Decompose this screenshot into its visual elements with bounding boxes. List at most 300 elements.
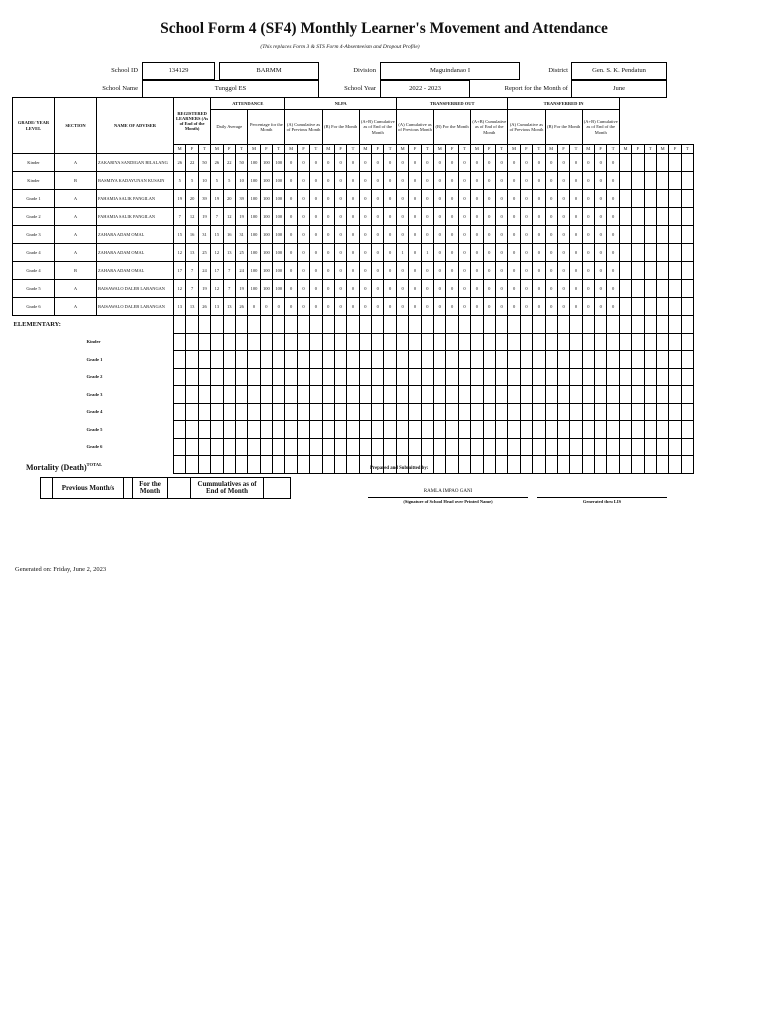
summary-cell	[533, 403, 545, 421]
value-cell: 0	[595, 298, 607, 316]
value-cell: 0	[458, 208, 470, 226]
summary-cell	[681, 351, 693, 369]
summary-cell	[570, 333, 582, 351]
summary-cell	[458, 421, 470, 439]
value-cell: 0	[607, 172, 619, 190]
value-cell: 0	[595, 154, 607, 172]
grade-cell: Kinder	[13, 172, 55, 190]
gender-header-cell: T	[198, 145, 210, 154]
value-cell: 12	[211, 244, 223, 262]
value-cell: 0	[384, 190, 397, 208]
blank-cell	[669, 172, 681, 190]
value-cell: 0	[520, 208, 532, 226]
value-cell: 0	[359, 208, 371, 226]
value-cell: 0	[471, 172, 483, 190]
value-cell: 0	[285, 226, 297, 244]
summary-cell	[595, 386, 607, 404]
value-cell: 0	[334, 280, 346, 298]
value-cell: 0	[483, 208, 495, 226]
summary-cell	[285, 421, 297, 439]
summary-cell	[570, 403, 582, 421]
value-cell: 0	[421, 262, 433, 280]
value-cell: 0	[409, 226, 421, 244]
value-cell: 13	[211, 298, 223, 316]
value-cell: 20	[223, 190, 235, 208]
summary-cell	[520, 386, 532, 404]
value-cell: 0	[421, 226, 433, 244]
value-cell: 0	[347, 280, 359, 298]
blank-cell	[632, 280, 644, 298]
value-cell: 0	[409, 172, 421, 190]
summary-cell	[198, 421, 210, 439]
summary-cell	[434, 351, 446, 369]
summary-cell	[446, 403, 458, 421]
summary-cell	[248, 421, 260, 439]
value-cell: 24	[198, 262, 210, 280]
table-row	[13, 244, 694, 262]
value-cell: 0	[359, 226, 371, 244]
table-row	[13, 226, 694, 244]
summary-cell	[396, 333, 408, 351]
summary-cell	[495, 386, 507, 404]
summary-cell	[619, 316, 631, 334]
summary-cell	[632, 403, 644, 421]
value-cell: 0	[322, 208, 334, 226]
table-row	[13, 190, 694, 208]
summary-cell	[384, 403, 397, 421]
value-cell: 0	[421, 172, 433, 190]
value-cell: 0	[607, 244, 619, 262]
summary-cell	[421, 438, 433, 456]
blank-cell	[619, 154, 631, 172]
summary-cell	[372, 351, 384, 369]
value-cell: 0	[384, 172, 397, 190]
value-cell: 0	[347, 190, 359, 208]
value-cell: 0	[508, 154, 520, 172]
summary-cell	[632, 316, 644, 334]
summary-cell	[557, 368, 569, 386]
transferred-out-cumulative-previous-header: (A) Cumulative as of Previous Month	[396, 110, 433, 145]
value-cell: 0	[495, 190, 507, 208]
value-cell: 0	[446, 298, 458, 316]
value-cell: 0	[334, 172, 346, 190]
summary-cell	[372, 421, 384, 439]
value-cell: 0	[607, 280, 619, 298]
blank-cell	[632, 244, 644, 262]
summary-cell	[656, 316, 668, 334]
summary-cell	[483, 456, 495, 474]
value-cell: 19	[211, 190, 223, 208]
value-cell: 100	[260, 280, 272, 298]
value-cell: 0	[334, 298, 346, 316]
blank-cell	[656, 208, 668, 226]
summary-cell	[595, 368, 607, 386]
value-cell: 0	[520, 298, 532, 316]
elementary-label: ELEMENTARY:	[13, 320, 61, 328]
value-cell: 0	[384, 262, 397, 280]
summary-cell	[186, 333, 198, 351]
section-cell: A	[55, 244, 97, 262]
summary-cell	[211, 438, 223, 456]
summary-cell	[384, 351, 397, 369]
blank-cell	[669, 244, 681, 262]
school-name-label: School Name	[102, 85, 138, 92]
value-cell: 0	[483, 244, 495, 262]
summary-cell	[186, 368, 198, 386]
nlpa-group-header: NLPA	[285, 98, 397, 110]
value-cell: 12	[174, 280, 186, 298]
value-cell: 19	[174, 190, 186, 208]
summary-cell	[248, 403, 260, 421]
value-cell: 0	[248, 298, 260, 316]
section-cell: B	[55, 262, 97, 280]
summary-cell	[446, 316, 458, 334]
blank-cell	[632, 208, 644, 226]
summary-cell	[273, 368, 285, 386]
summary-cell	[434, 333, 446, 351]
value-cell: 0	[359, 244, 371, 262]
grade-cell: Grade 6	[13, 298, 55, 316]
value-cell: 100	[248, 226, 260, 244]
value-cell: 0	[458, 244, 470, 262]
gender-header-cell: M	[656, 145, 668, 154]
summary-row	[13, 351, 694, 369]
summary-cell	[372, 386, 384, 404]
value-cell: 100	[248, 280, 260, 298]
value-cell: 100	[260, 190, 272, 208]
value-cell: 0	[434, 262, 446, 280]
summary-cell	[458, 333, 470, 351]
summary-cell	[260, 403, 272, 421]
summary-cell	[570, 438, 582, 456]
value-cell: 7	[211, 208, 223, 226]
value-cell: 12	[174, 244, 186, 262]
summary-cell	[297, 333, 309, 351]
summary-cell	[211, 386, 223, 404]
summary-cell	[384, 438, 397, 456]
value-cell: 0	[310, 154, 322, 172]
value-cell: 0	[285, 190, 297, 208]
value-cell: 5	[174, 172, 186, 190]
value-cell: 0	[545, 244, 557, 262]
summary-cell	[235, 316, 247, 334]
summary-cell	[297, 351, 309, 369]
section-cell: B	[55, 172, 97, 190]
value-cell: 0	[495, 154, 507, 172]
summary-cell	[334, 438, 346, 456]
summary-cell	[347, 438, 359, 456]
summary-cell	[186, 403, 198, 421]
value-cell: 0	[396, 190, 408, 208]
transferred-out-group-header: TRANSFERRED OUT	[396, 98, 507, 110]
value-cell: 0	[372, 190, 384, 208]
summary-cell	[656, 438, 668, 456]
summary-cell	[211, 333, 223, 351]
value-cell: 1	[421, 244, 433, 262]
summary-cell	[434, 403, 446, 421]
value-cell: 100	[248, 190, 260, 208]
summary-cell	[322, 386, 334, 404]
value-cell: 0	[471, 298, 483, 316]
summary-cell	[359, 403, 371, 421]
value-cell: 0	[582, 226, 594, 244]
summary-cell	[508, 333, 520, 351]
summary-cell	[174, 386, 186, 404]
summary-cell	[334, 421, 346, 439]
school-name-value: Tunggol ES	[142, 80, 319, 98]
gender-header-cell: F	[297, 145, 309, 154]
value-cell: 100	[248, 244, 260, 262]
summary-cell	[334, 368, 346, 386]
value-cell: 0	[483, 280, 495, 298]
value-cell: 0	[384, 154, 397, 172]
gender-header-cell: M	[322, 145, 334, 154]
value-cell: 5	[223, 172, 235, 190]
summary-cell	[446, 456, 458, 474]
value-cell: 0	[297, 154, 309, 172]
summary-cell	[310, 438, 322, 456]
value-cell: 0	[557, 244, 569, 262]
blank-cell	[619, 280, 631, 298]
value-cell: 0	[533, 226, 545, 244]
value-cell: 0	[520, 172, 532, 190]
value-cell: 0	[545, 190, 557, 208]
value-cell: 0	[557, 208, 569, 226]
value-cell: 31	[235, 226, 247, 244]
value-cell: 0	[421, 154, 433, 172]
summary-cell	[557, 316, 569, 334]
summary-cell	[533, 368, 545, 386]
gender-header-cell: T	[310, 145, 322, 154]
summary-row	[13, 368, 694, 386]
value-cell: 0	[372, 244, 384, 262]
summary-cell	[681, 456, 693, 474]
gender-header-cell: M	[545, 145, 557, 154]
blank-cell	[669, 298, 681, 316]
summary-cell	[570, 421, 582, 439]
summary-cell	[322, 403, 334, 421]
summary-cell	[347, 316, 359, 334]
blank-cell	[681, 172, 693, 190]
value-cell: 0	[533, 244, 545, 262]
summary-cell	[235, 438, 247, 456]
summary-cell	[582, 386, 594, 404]
value-cell: 0	[595, 280, 607, 298]
value-cell: 0	[359, 280, 371, 298]
summary-cell	[520, 351, 532, 369]
summary-cell	[607, 368, 619, 386]
summary-cell	[396, 438, 408, 456]
summary-cell	[334, 333, 346, 351]
summary-cell	[595, 456, 607, 474]
report-month-value: June	[571, 80, 667, 98]
value-cell: 0	[310, 280, 322, 298]
value-cell: 0	[347, 154, 359, 172]
value-cell: 22	[223, 154, 235, 172]
summary-label: Grade 5	[86, 426, 103, 432]
summary-cell	[310, 333, 322, 351]
summary-cell	[520, 333, 532, 351]
value-cell: 0	[372, 226, 384, 244]
summary-cell	[384, 333, 397, 351]
percentage-header: Percentage for the Month	[248, 110, 285, 145]
blank-cell	[656, 280, 668, 298]
value-cell: 0	[396, 154, 408, 172]
summary-cell	[186, 316, 198, 334]
summary-cell	[669, 333, 681, 351]
gender-header-cell: T	[347, 145, 359, 154]
summary-cell	[273, 421, 285, 439]
section-cell: A	[55, 298, 97, 316]
summary-cell	[595, 351, 607, 369]
summary-cell	[483, 316, 495, 334]
value-cell: 0	[570, 280, 582, 298]
summary-cell	[570, 351, 582, 369]
summary-cell	[310, 456, 322, 474]
value-cell: 15	[174, 226, 186, 244]
grade-cell: Grade 4	[13, 244, 55, 262]
gender-header-cell: M	[396, 145, 408, 154]
blank-cell	[656, 298, 668, 316]
summary-cell	[644, 456, 656, 474]
summary-cell	[396, 316, 408, 334]
summary-cell	[396, 403, 408, 421]
value-cell: 0	[285, 154, 297, 172]
table-row	[13, 172, 694, 190]
summary-cell	[533, 421, 545, 439]
summary-cell	[471, 403, 483, 421]
summary-cell	[508, 386, 520, 404]
summary-cell	[495, 438, 507, 456]
summary-cell	[421, 368, 433, 386]
summary-cell	[322, 438, 334, 456]
value-cell: 0	[310, 244, 322, 262]
table-row	[13, 208, 694, 226]
summary-cell	[347, 351, 359, 369]
value-cell: 0	[545, 226, 557, 244]
value-cell: 5	[186, 172, 198, 190]
summary-cell	[607, 456, 619, 474]
value-cell: 0	[347, 262, 359, 280]
total-row	[13, 456, 694, 474]
value-cell: 0	[582, 208, 594, 226]
value-cell: 0	[434, 154, 446, 172]
gender-header-cell: T	[681, 145, 693, 154]
value-cell: 25	[198, 244, 210, 262]
summary-cell	[458, 456, 470, 474]
blank-cell	[681, 190, 693, 208]
value-cell: 0	[582, 172, 594, 190]
blank-cell	[681, 154, 693, 172]
blank-cell	[619, 172, 631, 190]
value-cell: 0	[471, 190, 483, 208]
summary-cell	[656, 368, 668, 386]
value-cell: 0	[446, 226, 458, 244]
summary-cell	[644, 316, 656, 334]
summary-cell	[483, 438, 495, 456]
summary-cell	[446, 351, 458, 369]
gender-header-cell: M	[471, 145, 483, 154]
value-cell: 0	[334, 190, 346, 208]
summary-cell	[471, 456, 483, 474]
attendance-table	[12, 97, 694, 474]
value-cell: 0	[545, 154, 557, 172]
value-cell: 0	[483, 190, 495, 208]
value-cell: 19	[198, 208, 210, 226]
summary-cell	[644, 333, 656, 351]
summary-cell	[495, 351, 507, 369]
gender-header-cell: T	[384, 145, 397, 154]
gender-header-cell: F	[186, 145, 198, 154]
value-cell: 0	[384, 226, 397, 244]
gender-header-cell: T	[458, 145, 470, 154]
summary-cell	[235, 403, 247, 421]
summary-cell	[508, 351, 520, 369]
summary-cell	[545, 368, 557, 386]
blank-cell	[644, 280, 656, 298]
summary-cell	[533, 351, 545, 369]
blank-cell	[669, 154, 681, 172]
value-cell: 0	[582, 190, 594, 208]
summary-cell	[669, 456, 681, 474]
blank-cell	[656, 226, 668, 244]
prepared-by-label: Prepared and Submitted by:	[370, 466, 429, 471]
value-cell: 0	[359, 172, 371, 190]
district-label: District	[548, 67, 568, 74]
value-cell: 0	[545, 280, 557, 298]
value-cell: 0	[557, 280, 569, 298]
value-cell: 0	[533, 280, 545, 298]
summary-cell	[434, 368, 446, 386]
summary-cell	[681, 368, 693, 386]
value-cell: 0	[508, 280, 520, 298]
blank-cell	[656, 262, 668, 280]
value-cell: 0	[533, 208, 545, 226]
summary-cell	[223, 368, 235, 386]
summary-cell	[508, 316, 520, 334]
summary-cell	[533, 456, 545, 474]
value-cell: 10	[198, 172, 210, 190]
summary-cell	[260, 421, 272, 439]
summary-cell	[520, 403, 532, 421]
gender-header-cell: M	[582, 145, 594, 154]
summary-cell	[198, 386, 210, 404]
value-cell: 0	[297, 190, 309, 208]
summary-cell	[359, 316, 371, 334]
summary-cell	[458, 386, 470, 404]
blank-cell	[656, 172, 668, 190]
nlpa-for-month-header: (B) For the Month	[322, 110, 359, 145]
blank-cell	[656, 154, 668, 172]
summary-cell	[223, 351, 235, 369]
value-cell: 0	[570, 172, 582, 190]
value-cell: 0	[409, 262, 421, 280]
value-cell: 0	[396, 208, 408, 226]
summary-cell	[656, 421, 668, 439]
gender-header-cell: M	[285, 145, 297, 154]
summary-cell	[198, 316, 210, 334]
summary-cell	[235, 421, 247, 439]
value-cell: 100	[260, 208, 272, 226]
summary-cell	[322, 316, 334, 334]
value-cell: 0	[471, 280, 483, 298]
summary-cell	[446, 386, 458, 404]
blank-cell	[632, 172, 644, 190]
summary-cell	[557, 386, 569, 404]
summary-cell	[248, 386, 260, 404]
summary-cell	[508, 456, 520, 474]
value-cell: 0	[334, 226, 346, 244]
